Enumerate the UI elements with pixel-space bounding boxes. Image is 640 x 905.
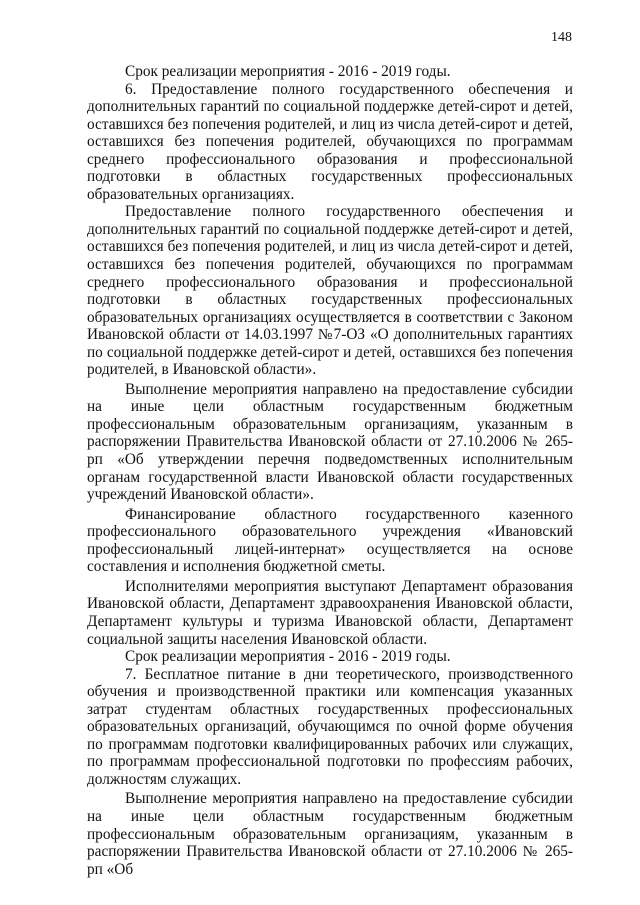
paragraph-item-7-heading: 7. Бесплатное питание в дни теоретического, производственного обучения и производственной практики или компенсация указанных затрат студентам областных государственных профессиональных образовательных организаций, обучающимся по очной форме обучения по программам подготовки квалифицированных рабочих или служащих, по программам профессиональной подготовки по профессиям рабочих, должностям служащих. bbox=[87, 665, 573, 788]
paragraph-term-2016-2019-second: Срок реализации мероприятия - 2016 - 2019 годы. bbox=[125, 648, 451, 666]
paragraph-executors: Исполнителями мероприятия выступают Департамент образования Ивановской области, Департамент здравоохранения Ивановской области, Департамент культуры и туризма Ивановской области, Департамент социальной защиты населения Ивановской области. bbox=[87, 577, 573, 648]
paragraph-item-6-legal-basis: Предоставление полного государственного обеспечения и дополнительных гарантий по социальной поддержке детей-сирот и детей, оставшихся без попечения родителей, и лиц из числа детей-сирот и детей, оставшихся без попечения родителей, обучающихся по программам среднего профессионального образования и профессиональной подготовки в областных государственных профессиональных образовательных организациях осуществляется в соответствии с Законом Ивановской области от 14.03.1997 №7-ОЗ «О дополнительных гарантиях по социальной поддержке детей-сирот и детей, оставшихся без попечения родителей, в Ивановской области». bbox=[87, 203, 573, 379]
page-number: 148 bbox=[551, 30, 572, 45]
paragraph-financing: Финансирование областного государственного казенного профессионального образовательного учреждения «Ивановский профессиональный лицей-интернат» осуществляется на основе составления и исполнения бюджетной сметы. bbox=[87, 505, 573, 576]
document-body bbox=[87, 63, 573, 878]
paragraph-subsidy-purpose-continued: Выполнение мероприятия направлено на предоставление субсидии на иные цели областным государственным бюджетным профессиональным образовательным организациям, указанным в распоряжении Правительства Ивановской области от 27.10.2006 № 265-рп «Об bbox=[87, 790, 573, 878]
paragraph-term-2016-2019: Срок реализации мероприятия - 2016 - 2019 годы. bbox=[125, 63, 451, 80]
paragraph-item-6-heading: 6. Предоставление полного государственного обеспечения и дополнительных гарантий по социальной поддержке детей-сирот и детей, оставшихся без попечения родителей, и лиц из числа детей-сирот и детей, оставшихся без попечения родителей, обучающихся по программам среднего профессионального образования и профессиональной подготовки в областных государственных профессиональных образовательных организациях. bbox=[87, 80, 573, 203]
paragraph-subsidy-purpose: Выполнение мероприятия направлено на предоставление субсидии на иные цели областным государственным бюджетным профессиональным образовательным организациям, указанным в распоряжении Правительства Ивановской области от 27.10.2006 № 265-рп «Об утверждении перечня подведомственных исполнительным органам государственной власти Ивановской области государственных учреждений Ивановской области». bbox=[87, 380, 573, 504]
